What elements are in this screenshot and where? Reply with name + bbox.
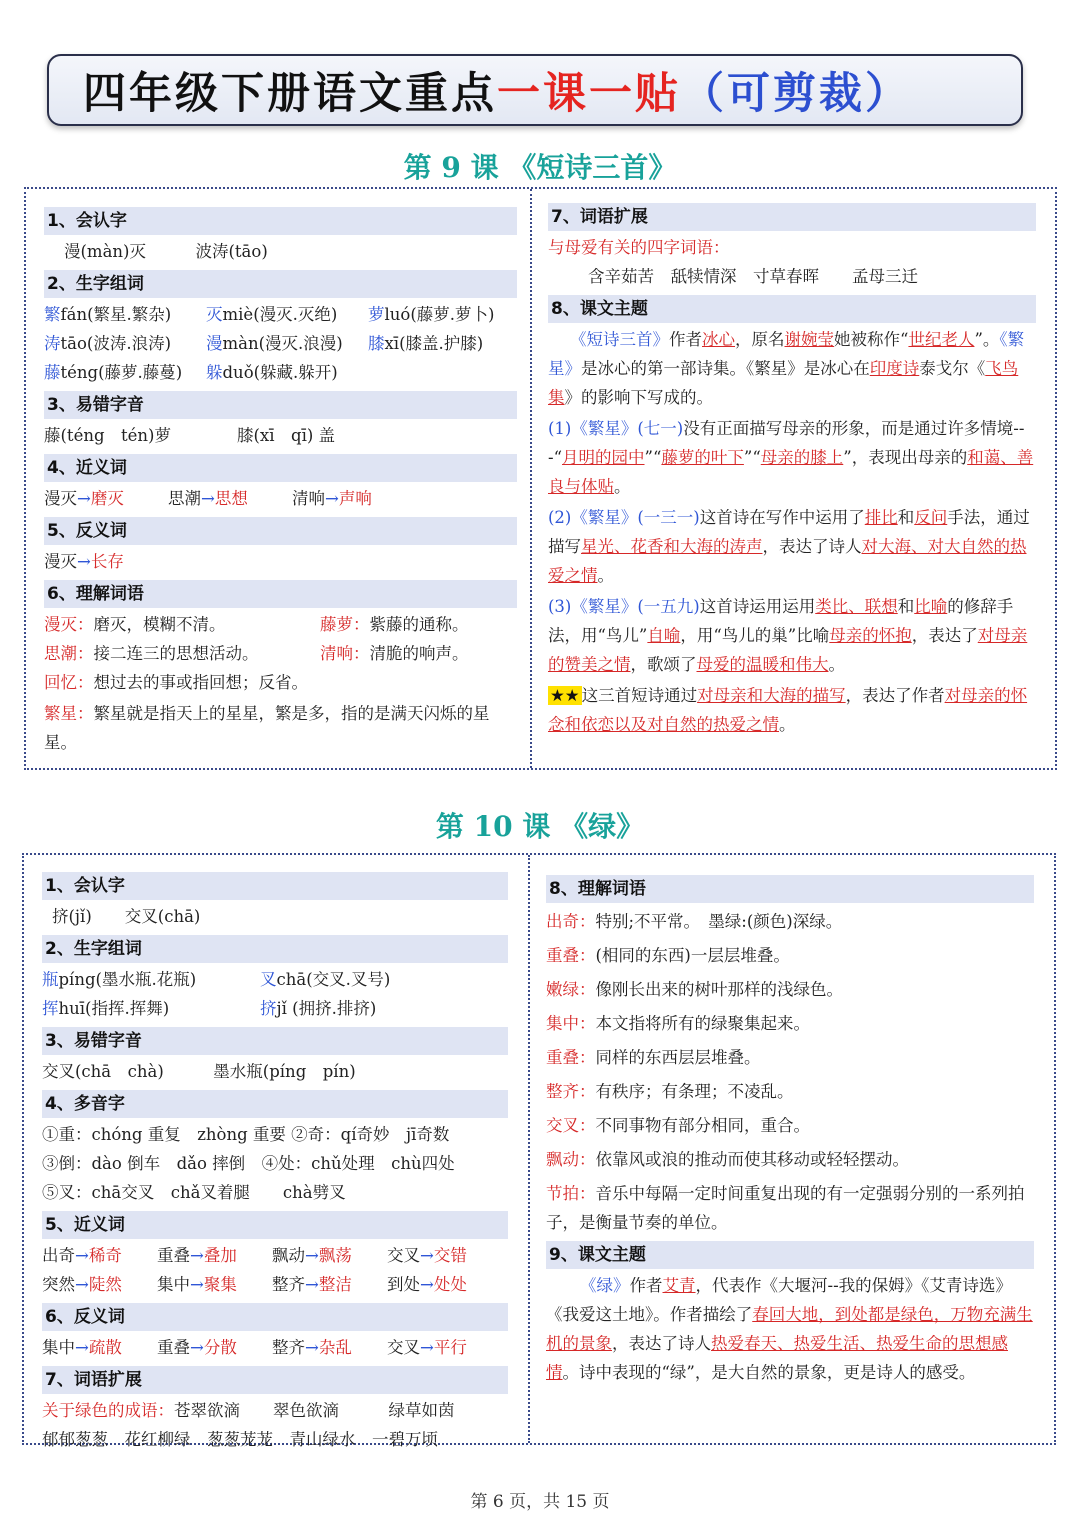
definition-text: 不同事物有部分相同，重合。 — [595, 1116, 810, 1135]
section-title: 3、易错字音 — [44, 391, 517, 419]
pair-answer: 处处 — [433, 1275, 467, 1294]
recognize-chars: 漫(màn)灭 波涛(tāo) — [64, 242, 268, 261]
definition-word: 整齐： — [546, 1082, 596, 1101]
lesson10-right-column — [546, 871, 1034, 1389]
word-pair — [44, 547, 168, 576]
pair-word: 漫灭 — [44, 489, 77, 508]
section-title: 4、近义词 — [44, 454, 517, 482]
text-segment: 《繁星》 — [548, 330, 1025, 378]
antonym-list — [44, 547, 517, 576]
pronunciation-line: 藤(téng tén)萝 膝(xī qī) 盖 — [44, 426, 336, 445]
polyphone-line: ⑤叉：chā交叉 chǎ叉着腿 chà劈叉 — [42, 1183, 346, 1202]
recognize-chars: 挤(jǐ) 交叉(chā) — [52, 907, 201, 926]
expansion-words: 含辛茹苦 舐犊情深 寸草春晖 孟母三迁 — [588, 267, 918, 286]
definition-row — [44, 639, 517, 668]
char-words: luó(藤萝.萝卜) — [384, 305, 495, 324]
text-segment: ，表达了诗人 — [612, 1334, 711, 1353]
pair-word: 飘动 — [272, 1246, 305, 1265]
section-title: 8、理解词语 — [546, 875, 1034, 903]
text-segment: 月明的园中 — [562, 448, 645, 467]
text-segment: 对母亲和大海的描写 — [697, 686, 846, 705]
text-segment: 星光、花香和大海的涛声 — [581, 537, 763, 556]
text-segment: 世纪老人 — [908, 330, 975, 349]
definition-text: 有秩序；有条理；不凌乱。 — [595, 1082, 794, 1101]
synonym-list — [44, 484, 517, 513]
definition-text: 紫藤的通称。 — [369, 615, 469, 634]
definition-text: 本文指将所有的绿聚集起来。 — [595, 1014, 810, 1033]
definition-text: 磨灭，模糊不清。 — [93, 615, 226, 634]
section-title: 6、理解词语 — [44, 580, 517, 608]
text-segment: 的修辞手法，用“鸟儿” — [548, 597, 1014, 645]
text-segment: 作者 — [629, 1276, 663, 1295]
word-group — [42, 965, 260, 994]
lesson9-right-column — [548, 199, 1036, 741]
text-segment: 飞鸟集 — [548, 359, 1019, 407]
char-words: xī(膝盖.护膝) — [384, 334, 484, 353]
definition-text: 接二连三的思想活动。 — [93, 644, 259, 663]
char-words: téng(藤萝.藤蔓) — [60, 363, 183, 382]
definition-word: 漫灭： — [44, 615, 94, 634]
pair-answer: 整洁 — [318, 1275, 352, 1294]
definition-word: 节拍： — [546, 1184, 596, 1203]
text-segment: 没有正面描写母亲的形象，而是通过许多情境---“ — [548, 419, 1025, 467]
arrow-icon: → — [190, 1246, 204, 1265]
text-segment: 谢婉莹 — [784, 330, 834, 349]
lesson9-left-column — [44, 203, 517, 759]
pair-answer: 疏散 — [88, 1338, 122, 1357]
arrow-icon: → — [420, 1246, 434, 1265]
pair-word: 集中 — [42, 1338, 75, 1357]
section-title: 4、多音字 — [42, 1090, 508, 1118]
word-group — [206, 300, 368, 329]
arrow-icon: → — [420, 1275, 434, 1294]
char-words: tāo(波涛.浪涛) — [60, 334, 172, 353]
pair-answer: 杂乱 — [318, 1338, 352, 1357]
word-pair — [387, 1270, 502, 1299]
polyphone-line: ③倒：dào 倒车 dǎo 摔倒 ④处：chǔ处理 chù四处 — [42, 1154, 455, 1173]
definition-word: 飘动： — [546, 1150, 596, 1169]
text-segment: 对大海、对大自然的热爱之情 — [548, 537, 1027, 585]
new-char: 瓶 — [42, 970, 59, 989]
text-segment: 》的影响下写成的。 — [564, 388, 713, 407]
word-group — [44, 358, 206, 387]
pair-word: 交叉 — [387, 1338, 420, 1357]
section-title: 7、词语扩展 — [42, 1366, 508, 1394]
banner-title-main: 四年级下册语文重点 — [83, 68, 497, 119]
text-segment: 母亲的怀抱 — [829, 626, 912, 645]
text-segment: (2)《繁星》(一三一) — [548, 508, 700, 527]
definition-word: 繁星： — [44, 704, 94, 723]
theme-paragraph — [546, 1271, 1034, 1387]
text-segment: 春回大地，到处都是绿色，万物充满生机的景象 — [546, 1305, 1033, 1353]
lesson9-divider — [530, 189, 532, 768]
definition-item — [44, 610, 320, 639]
text-segment: 泰戈尔《 — [919, 359, 986, 378]
section-title: 7、词语扩展 — [548, 203, 1036, 231]
definition-item — [546, 1109, 1034, 1143]
word-pair — [272, 1333, 387, 1362]
definition-text: 音乐中每隔一定时间重复出现的有一定强弱分别的一系列拍子，是衡量节奏的单位。 — [546, 1184, 1025, 1232]
definition-word: 重叠： — [546, 1048, 596, 1067]
synonym-row — [42, 1241, 508, 1270]
word-group-row — [44, 358, 517, 387]
arrow-icon: → — [75, 1338, 89, 1357]
text-segment: 这三首短诗通过 — [581, 686, 698, 705]
pair-word: 漫灭 — [44, 552, 77, 571]
text-segment: ，表达了 — [911, 626, 978, 645]
antonym-list — [42, 1333, 508, 1362]
definition-word: 交叉： — [546, 1116, 596, 1135]
arrow-icon: → — [75, 1275, 89, 1294]
word-group-row — [42, 965, 508, 994]
lesson10-left-column — [42, 868, 508, 1454]
definition-word: 藤萝： — [320, 615, 370, 634]
new-char: 漫 — [206, 334, 223, 353]
text-segment: ，代表作《大堰河--我的保姆》《艾青诗选》《我爱这土地》。作者描绘了 — [546, 1276, 1012, 1324]
word-pair — [157, 1270, 272, 1299]
definition-item — [44, 639, 320, 668]
pair-answer: 磨灭 — [90, 489, 124, 508]
word-pair — [42, 1270, 157, 1299]
text-segment: 母亲的膝上 — [760, 448, 844, 467]
text-segment: ，表达了诗人 — [762, 537, 862, 556]
theme-paragraph — [548, 681, 1036, 739]
section-title: 1、会认字 — [44, 207, 517, 235]
new-char: 躲 — [206, 363, 223, 382]
pair-answer: 陡然 — [88, 1275, 122, 1294]
expansion-words: 郁郁葱葱 花红柳绿 葱葱茏茏 青山绿水 一碧万顷 — [42, 1430, 438, 1449]
text-segment: 和 — [897, 508, 915, 527]
definition-item — [546, 939, 1034, 973]
section-title: 9、课文主题 — [546, 1241, 1034, 1269]
text-segment: 《短诗三首》 — [570, 330, 669, 349]
word-group-list — [42, 965, 508, 1023]
definition-item — [44, 668, 320, 697]
char-words: jǐ (拥挤.排挤) — [276, 999, 377, 1018]
new-char: 涛 — [44, 334, 61, 353]
text-segment: 排比 — [864, 508, 898, 527]
pair-answer: 思想 — [214, 489, 248, 508]
pair-word: 交叉 — [387, 1246, 420, 1265]
text-segment: ”，表现出母亲的 — [843, 448, 968, 467]
expansion-words: 苍翠欲滴 翠色欲滴 绿草如茵 — [174, 1401, 455, 1420]
char-words: fán(繁星.繁杂) — [60, 305, 172, 324]
page-footer: 第 6 页，共 15 页 — [470, 1492, 610, 1512]
definition-text: 特别;不平常。 墨绿:(颜色)深绿。 — [595, 912, 843, 931]
arrow-icon: → — [305, 1275, 319, 1294]
word-group — [260, 965, 478, 994]
section-title: 2、生字组词 — [44, 270, 517, 298]
word-group — [206, 329, 368, 358]
lesson10-title: 第 10 课 《绿》 — [435, 810, 645, 843]
definition-text: 想过去的事或指回想；反省。 — [93, 673, 308, 692]
word-pair — [42, 1333, 157, 1362]
pair-word: 重叠 — [157, 1338, 190, 1357]
text-segment: 母爱的温暖和伟大 — [696, 655, 829, 674]
theme-paragraph — [548, 503, 1036, 590]
theme-paragraph — [548, 592, 1036, 679]
banner-title-highlight: 一课一贴 — [497, 68, 681, 119]
definition-text: 像刚长出来的树叶那样的浅绿色。 — [595, 980, 843, 999]
word-group — [42, 994, 260, 1023]
pair-answer: 聚集 — [203, 1275, 237, 1294]
arrow-icon: → — [305, 1246, 319, 1265]
arrow-icon: → — [325, 489, 339, 508]
text-segment: 冰心 — [702, 330, 735, 349]
definition-word: 嫩绿： — [546, 980, 596, 999]
definition-text: 清脆的响声。 — [369, 644, 469, 663]
text-segment: 对母亲的怀念和依恋以及对自然的热爱之情 — [548, 686, 1028, 734]
theme-paragraph — [548, 325, 1036, 412]
text-segment: 她被称作“ — [834, 330, 909, 349]
text-segment: 比喻 — [914, 597, 948, 616]
text-segment: 。诗中表现的“绿”，是大自然的景象，更是诗人的感受。 — [562, 1363, 976, 1382]
definition-item — [546, 973, 1034, 1007]
definition-item — [546, 1007, 1034, 1041]
text-segment: (1)《繁星》(七一) — [548, 419, 684, 438]
pair-answer: 交错 — [433, 1246, 467, 1265]
section-title: 3、易错字音 — [42, 1027, 508, 1055]
definition-text: 同样的东西层层堆叠。 — [595, 1048, 761, 1067]
definition-list — [44, 610, 517, 697]
star-icon: ★★ — [550, 686, 580, 705]
definition-item — [546, 1075, 1034, 1109]
text-segment: 作者 — [669, 330, 702, 349]
text-segment: 这首诗运用运用 — [699, 597, 816, 616]
definition-word: 清响： — [320, 644, 370, 663]
word-group — [260, 994, 478, 1023]
definition-word: 回忆： — [44, 673, 94, 692]
page-banner — [47, 54, 1023, 126]
char-words: duǒ(躲藏.躲开) — [222, 363, 338, 382]
word-pair — [42, 1241, 157, 1270]
section-title: 5、反义词 — [44, 517, 517, 545]
new-char: 挥 — [42, 999, 59, 1018]
text-segment: ，原名 — [735, 330, 785, 349]
pair-word: 重叠 — [157, 1246, 190, 1265]
char-words: miè(漫灭.灭绝) — [222, 305, 338, 324]
text-segment: 和蔼、善良与体贴 — [548, 448, 1034, 496]
text-segment: 藤萝的叶下 — [661, 448, 744, 467]
lesson9-title: 第 9 课 《短诗三首》 — [403, 151, 677, 184]
definition-word: 集中： — [546, 1014, 596, 1033]
text-segment: 。 — [828, 655, 845, 674]
text-segment: 印度诗 — [869, 359, 920, 378]
arrow-icon: → — [420, 1338, 434, 1357]
arrow-icon: → — [77, 552, 91, 571]
expansion-intro: 与母爱有关的四字词语： — [548, 238, 730, 257]
text-segment: 这首诗在写作中运用了 — [699, 508, 865, 527]
pair-answer: 声响 — [338, 489, 372, 508]
new-char: 挤 — [260, 999, 277, 1018]
text-segment: 。 — [597, 566, 614, 585]
word-pair — [387, 1333, 502, 1362]
word-group — [206, 358, 368, 387]
pair-answer: 平行 — [433, 1338, 467, 1357]
pair-answer: 叠加 — [203, 1246, 237, 1265]
text-segment: ，用“鸟儿的巢”比喻 — [680, 626, 830, 645]
new-char: 灭 — [206, 305, 223, 324]
text-segment: 手法，通过描写 — [548, 508, 1030, 556]
definition-item — [546, 1143, 1034, 1177]
word-group-row — [44, 300, 517, 329]
section-title: 6、反义词 — [42, 1303, 508, 1331]
text-segment: 对母亲的赞美之情 — [548, 626, 1028, 674]
pair-word: 整齐 — [272, 1338, 305, 1357]
arrow-icon: → — [75, 1246, 89, 1265]
definition-word: 重叠： — [546, 946, 596, 965]
new-char: 繁 — [44, 305, 61, 324]
polyphone-line: ①重：chóng 重复 zhòng 重要 ②奇：qí奇妙 jī奇数 — [42, 1125, 450, 1144]
word-pair — [168, 484, 292, 513]
word-group — [368, 329, 518, 358]
char-words: chā(交叉.叉号) — [276, 970, 391, 989]
word-pair — [387, 1241, 502, 1270]
char-words: píng(墨水瓶.花瓶) — [58, 970, 197, 989]
definition-row — [44, 668, 517, 697]
word-group-row — [42, 994, 508, 1023]
definition-text: (相同的东西)一层层堆叠。 — [595, 946, 790, 965]
char-words: huī(指挥.挥舞) — [58, 999, 170, 1018]
text-segment: ，歌颂了 — [630, 655, 697, 674]
pair-word: 清响 — [292, 489, 325, 508]
text-segment: 。 — [614, 477, 631, 496]
definition-item — [44, 699, 517, 757]
pair-word: 突然 — [42, 1275, 75, 1294]
banner-title-note: （可剪裁） — [681, 68, 911, 119]
text-segment: 。 — [779, 715, 796, 734]
synonym-row — [42, 1270, 508, 1299]
pair-answer: 长存 — [90, 552, 124, 571]
arrow-icon: → — [190, 1275, 204, 1294]
text-segment: ”“ — [743, 448, 761, 467]
pair-answer: 分散 — [203, 1338, 237, 1357]
definition-item — [546, 905, 1034, 939]
text-segment: 自喻 — [647, 626, 681, 645]
new-char: 藤 — [44, 363, 61, 382]
word-pair — [292, 484, 416, 513]
definition-row — [44, 610, 517, 639]
text-segment: 是冰心的第一部诗集。《繁星》是冰心在 — [581, 359, 870, 378]
text-segment: 类比、联想 — [815, 597, 898, 616]
text-segment: ，表达了作者 — [845, 686, 945, 705]
definition-word: 出奇： — [546, 912, 596, 931]
definition-text: 依靠风或浪的推动而使其移动或轻轻摆动。 — [595, 1150, 909, 1169]
pair-word: 到处 — [387, 1275, 420, 1294]
definition-item — [546, 1179, 1034, 1237]
text-segment: (3)《繁星》(一五九) — [548, 597, 700, 616]
text-segment: 和 — [897, 597, 915, 616]
new-char: 叉 — [260, 970, 277, 989]
word-pair — [272, 1241, 387, 1270]
definition-text: 繁星就是指天上的星星，繁是多，指的是满天闪烁的星星。 — [44, 704, 490, 752]
arrow-icon: → — [77, 489, 91, 508]
new-char: 膝 — [368, 334, 385, 353]
text-segment: ”“ — [644, 448, 662, 467]
word-pair — [44, 484, 168, 513]
expansion-line — [42, 1396, 508, 1425]
arrow-icon: → — [190, 1338, 204, 1357]
synonym-list — [42, 1241, 508, 1299]
word-pair — [157, 1241, 272, 1270]
word-group — [44, 300, 206, 329]
pair-word: 思潮 — [168, 489, 201, 508]
word-pair — [272, 1270, 387, 1299]
arrow-icon: → — [305, 1338, 319, 1357]
pair-answer: 飘荡 — [318, 1246, 352, 1265]
definition-word: 思潮： — [44, 644, 94, 663]
char-words: màn(漫灭.浪漫) — [222, 334, 343, 353]
text-segment: 反问 — [914, 508, 948, 527]
definition-item — [546, 1041, 1034, 1075]
lesson10-divider — [528, 855, 530, 1443]
text-segment: 《绿》 — [580, 1276, 630, 1295]
section-title: 8、课文主题 — [548, 295, 1036, 323]
word-group-row — [44, 329, 517, 358]
text-segment: 艾青 — [662, 1276, 696, 1295]
section-title: 2、生字组词 — [42, 935, 508, 963]
definition-list — [546, 905, 1034, 1177]
pair-word: 整齐 — [272, 1275, 305, 1294]
pair-word: 出奇 — [42, 1246, 75, 1265]
pronunciation-line: 交叉(chā chà) 墨水瓶(píng pín) — [42, 1062, 356, 1081]
text-segment: ”。 — [974, 330, 1000, 349]
pair-word: 集中 — [157, 1275, 190, 1294]
new-char: 萝 — [368, 305, 385, 324]
arrow-icon: → — [201, 489, 215, 508]
word-group-list — [44, 300, 517, 387]
section-title: 1、会认字 — [42, 872, 508, 900]
expansion-intro: 关于绿色的成语： — [42, 1401, 174, 1420]
text-segment: 热爱春天、热爱生活、热爱生命的思想感情 — [546, 1334, 1008, 1382]
theme-paragraph — [548, 414, 1036, 501]
word-pair — [157, 1333, 272, 1362]
section-title: 5、近义词 — [42, 1211, 508, 1239]
pair-answer: 稀奇 — [88, 1246, 122, 1265]
word-group — [44, 329, 206, 358]
word-group — [368, 300, 518, 329]
